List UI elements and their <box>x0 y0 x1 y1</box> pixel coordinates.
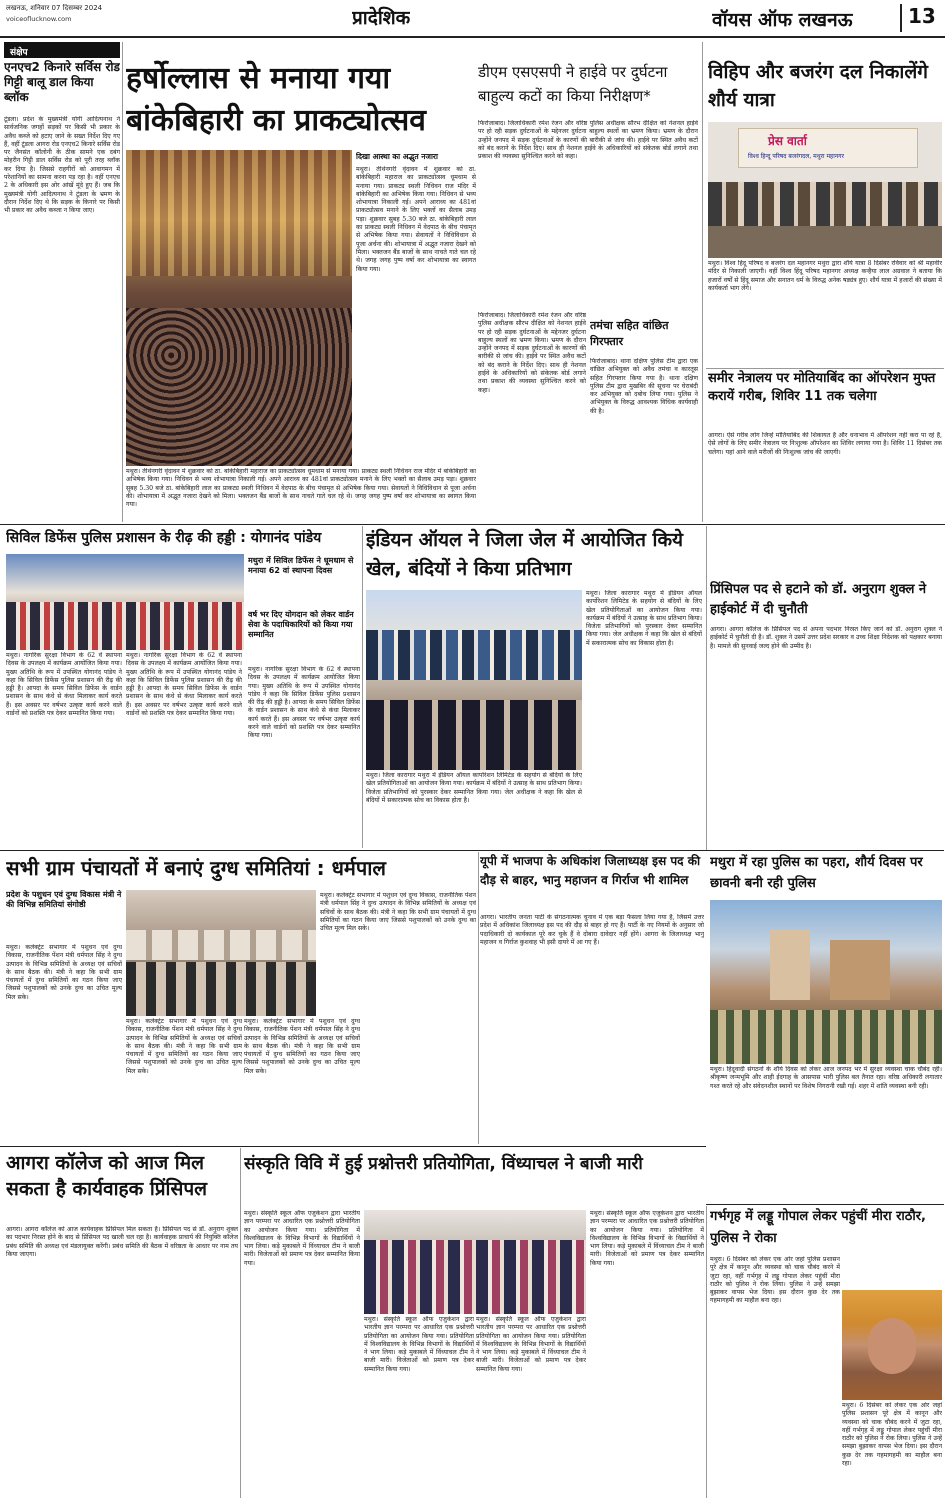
banner-text: प्रेस वार्ता <box>768 134 807 148</box>
jail-sports-photo <box>366 590 582 770</box>
story-body: मथुरा। जिला कारागार मथुरा में इंडियन ऑयल कार्पोरेशन लिमिटेड के सहयोग से बंदियों के लिए खेल प्रतियोगिताओं का आयोजन किया गया। कार्यक्रम में बंदियों ने उत्साह के साथ प्रतिभाग किया। विजेता प्रतिभागियों को पुरस्कार देकर सम्मानित किया गया। जेल अधीक्षक ने कहा कि खेल से बंदियों में सकारात्मक सोच का विकास होता है। <box>366 772 582 804</box>
story-body: मथुरा। विश्व हिंदू परिषद व बजरंग दल महानगर मथुरा द्वारा शौर्य यात्रा 8 दिसंबर रविवार को श्री महावीर मंदिर से निकाली जाएगी। वहीं विश्व हिंदू परिषद महानगर अध्यक्ष कन्हैया लाल अग्रवाल ने बताया कि हजारों वर्षों से हिंदू समाज और सनातन धर्म के विरुद्ध अनेक षड्यंत्र हुए। शौर्य यात्रा में हजारों की संख्या में कार्यकर्ता भाग लेंगे। <box>708 260 942 292</box>
story-body: आगरा। आगरा कॉलेज के प्रिंसिपल पद से अपना पदभार निरस्त किए जाने को डॉ. अनुराग शुक्ल ने हाईकोर्ट में चुनौती दी है। डॉ. शुक्ल ने उसमें उत्तर प्रदेश सरकार व उच्च शिक्षा निदेशक को पक्षकार बनाया है। मामले की सुनवाई जल्द होने की उम्मीद है। <box>710 626 942 650</box>
story-body: फिरोजाबाद। जिलाधिकारी रमेश रंजन और वरिष्ठ पुलिस अधीक्षक सौरभ दीक्षित को नेशनल हाईवे पर हो रही सड़क दुर्घटनाओं के मद्देनजर दुर्घटना बाहुल्य स्थलों का भ्रमण किया। भ्रमण के दौरान उन्होंने जनपद में सड़क दुर्घटनाओं के कारणों की बारीकी से जांच की। हाईवे पर स्थित अवैध कटों को बंद कराने के निर्देश दिए। साथ ही नेशनल हाईवे के अधिकारियों को संकेतक बोर्ड लगाने तथा प्रकाश की व्यवस्था सुनिश्चित करने को कहा। <box>478 120 698 161</box>
story-body-cont: मथुरा। नागरिक सुरक्षा विभाग के 62 वें स्थापना दिवस के उपलक्ष्य में कार्यक्रम आयोजित किया गया। मुख्य अतिथि के रूप में उपस्थित योगानंद पांडेय ने कहा कि सिविल डिफेंस पुलिस प्रशासन की रीढ़ की हड्डी है। आपदा के समय सिविल डिफेंस के वार्डन प्रशासन के साथ कंधे से कंधा मिलाकर कार्य करते हैं। इस अवसर पर वर्षभर उत्कृष्ट कार्य करने वाले वार्डनों को प्रशस्ति पत्र देकर सम्मानित किया गया। <box>126 652 242 718</box>
story-body: आगरा। भारतीय जनता पार्टी के संगठनात्मक चुनाव में एक बड़ा फैसला लिया गया है, जिसमें उत्तर प्रदेश में अधिकांश जिलाध्यक्ष इस पद की दौड़ से बाहर हो गए हैं। पार्टी के नए नियमों के अनुसार जो पदाधिकारी दो कार्यकाल पूरे कर चुके हैं वे दोबारा दावेदार नहीं होंगे। आगरा के जिलाध्यक्ष भानु महाजन व गिर्राज कुशवाह भी इसी दायरे में आ गए हैं। <box>480 914 704 946</box>
story-kicker: दिखा आस्था का अद्भुत नजारा <box>356 152 438 161</box>
story-subhead: प्रदेश के पशुधन एवं दुग्ध विकास मंत्री ने की विभिन्न समितियां संगोष्ठी <box>6 890 122 909</box>
press-conference-photo <box>708 122 942 258</box>
story-body: मथुरा। तीर्थनगरी वृंदावन में शुक्रवार को ठा. बांकेबिहारी महाराज का प्राकट्योत्सव धूमधाम से मनाया गया। प्राकट्य स्थली निधिवन राज मंदिर में बांकेबिहारी का अभिषेक किया गया। निधिवन से भव्य शोभायात्रा निकाली गई। अपने आराध्य का 481वां प्राकट्योत्सव मनाने के लिए भक्तों का सैलाब उमड़ पड़ा। शुक्रवार सुबह 5.30 बजे ठा. बांकेबिहारी लाल का प्राकट्य स्थली निधिवन में वेदपाठ के बीच पंचामृत से अभिषेक किया गया। सेवायतों ने विधिविधान से पूजा अर्चना की। शोभायात्रा में अद्भुत नजारा देखने को मिला। भक्तजन बैंड बाजों के साथ नाचते गाते चल रहे थे। जगह जगह पुष्प वर्षा कर शोभायात्रा का स्वागत किया गया। <box>356 166 476 273</box>
story-headline: आगरा कॉलेज को आज मिल सकता है कार्यवाहक प्रिंसिपल <box>6 1152 207 1200</box>
masthead: वॉयस ऑफ लखनऊ <box>712 9 853 31</box>
story-body-cont: फिरोजाबाद। जिलाधिकारी रमेश रंजन और वरिष्ठ पुलिस अधीक्षक सौरभ दीक्षित को नेशनल हाईवे पर हो रही सड़क दुर्घटनाओं के मद्देनजर दुर्घटना बाहुल्य स्थलों का भ्रमण किया। भ्रमण के दौरान उन्होंने जनपद में सड़क दुर्घटनाओं के कारणों की बारीकी से जांच की। हाईवे पर स्थित अवैध कटों को बंद कराने के निर्देश दिए। साथ ही नेशनल हाईवे के अधिकारियों को संकेतक बोर्ड लगाने तथा प्रकाश की व्यवस्था सुनिश्चित करने को कहा। <box>478 312 586 394</box>
story-headline: डीएम एसएसपी ने हाईवे पर दुर्घटना बाहुल्य कटों का किया निरीक्षण* <box>478 63 668 105</box>
story-headline: समीर नेत्रालय पर मोतियाबिंद का ऑपरेशन मुफ्त करायें गरीब, शिविर 11 तक चलेगा <box>708 371 936 404</box>
story-subhead: वर्ष भर दिए योगदान को लेकर वार्डन सेवा के पदाधिकारियों को किया गया सम्मानित <box>248 610 354 639</box>
meeting-photo <box>126 890 316 1016</box>
brief-label: संक्षेप <box>4 42 120 58</box>
brief-headline: एनएच2 किनारे सर्विस रोड गिट्टी बालू डाल किया ब्लॉक <box>4 60 120 104</box>
section-label: प्रादेशिक <box>352 7 411 29</box>
header-date: लखनऊ, शनिवार 07 दिसम्बर 2024 <box>6 4 103 12</box>
woman-portrait-photo <box>842 1290 942 1400</box>
story-body-cont: मथुरा। कलेक्ट्रेट सभागार में पशुधन एवं दुग्ध विकास, राजनीतिक पेंशन मंत्री धर्मपाल सिंह ने दुग्ध उत्पादन के विभिन्न समितियों के अध्यक्ष एवं सचिवों के साथ बैठक की। मंत्री ने कहा कि सभी ग्राम पंचायतों में दुग्ध समितियों का गठन किया जाए जिससे पशुपालकों को उनके दुग्ध का उचित मूल्य मिल सके। <box>126 1018 242 1075</box>
story-headline: सिविल डिफेंस पुलिस प्रशासन के रीढ़ की हड्डी : योगानंद पांडेय <box>6 530 322 546</box>
temple-crowd-photo <box>126 150 352 466</box>
story-headline: संस्कृति विवि में हुई प्रश्नोत्तरी प्रतियोगिता, विंध्याचल ने बाजी मारी <box>244 1154 643 1174</box>
banner-subtext: विश्व हिन्दू परिषद बजरंगदल, मथुरा महानगर <box>748 153 844 160</box>
page-header <box>0 0 945 40</box>
police-patrol-photo <box>710 900 942 1064</box>
story-body-cont: मथुरा। संस्कृति स्कूल ऑफ एजुकेशन द्वारा भारतीय ज्ञान परम्परा पर आधारित एक प्रश्नोत्तरी प्रतियोगिता का आयोजन किया गया। प्रतियोगिता में विश्वविद्यालय के विभिन्न विभागों के विद्यार्थियों ने भाग लिया। कड़े मुकाबले में विंध्याचल टीम ने बाजी मारी। विजेताओं को प्रमाण पत्र देकर सम्मानित किया गया। <box>364 1316 474 1373</box>
story-headline: इंडियन ऑयल ने जिला जेल में आयोजित किये खेल, बंदियों ने किया प्रतिभाग <box>366 529 684 580</box>
story-body: मथुरा। संस्कृति स्कूल ऑफ एजुकेशन द्वारा भारतीय ज्ञान परम्परा पर आधारित एक प्रश्नोत्तरी प्रतियोगिता का आयोजन किया गया। प्रतियोगिता में विश्वविद्यालय के विभिन्न विभागों के विद्यार्थियों ने भाग लिया। कड़े मुकाबले में विंध्याचल टीम ने बाजी मारी। विजेताओं को प्रमाण पत्र देकर सम्मानित किया गया। <box>244 1210 360 1267</box>
story-headline: सभी ग्राम पंचायतों में बनाएं दुग्ध समितियां : धर्मपाल <box>6 856 386 880</box>
story-body: आगरा। आगरा कॉलेज को आज कार्यवाहक प्रिंसिपल मिल सकता है। प्रिंसिपल पद से डॉ. अनुराग शुक्ल का पदभार निरस्त होने के बाद से प्रिंसिपल पद खाली चल रहा है। कार्यवाहक प्राचार्य की नियुक्ति कॉलेज प्रबंध समिति की अध्यक्ष एवं मंडलायुक्त करेंगी। प्रबंध समिति की बैठक में वरिष्ठता के आधार पर नाम तय किया जाएगा। <box>6 1226 238 1258</box>
story-body: मथुरा। 6 दिसंबर को लेकर एक ओर जहां पुलिस प्रशासन पूरे क्षेत्र में कानून और व्यवस्था को चाक चौबंद करने में जुटा रहा, वहीं गर्भगृह में लड्डू गोपाल लेकर पहुंचीं मीरा राठौर को पुलिस ने रोक लिया। पुलिस ने उन्हें समझा बुझाकर वापस भेज दिया। इस दौरान कुछ देर तक गहमागहमी का माहौल बना रहा। <box>710 1256 840 1305</box>
header-site[interactable]: voiceoflucknow.com <box>6 15 72 23</box>
story-headline: विहिप और बजरंग दल निकालेंगे शौर्य यात्रा <box>708 61 928 111</box>
story-body: मथुरा। नागरिक सुरक्षा विभाग के 62 वें स्थापना दिवस के उपलक्ष्य में कार्यक्रम आयोजित किया गया। मुख्य अतिथि के रूप में उपस्थित योगानंद पांडेय ने कहा कि सिविल डिफेंस पुलिस प्रशासन की रीढ़ की हड्डी है। आपदा के समय सिविल डिफेंस के वार्डन प्रशासन के साथ कंधे से कंधा मिलाकर कार्य करते हैं। इस अवसर पर वर्षभर उत्कृष्ट कार्य करने वाले वार्डनों को प्रशस्ति पत्र देकर सम्मानित किया गया। <box>6 652 122 718</box>
quiz-winners-photo <box>364 1210 586 1314</box>
story-body-cont: मथुरा। जिला कारागार मथुरा में इंडियन ऑयल कार्पोरेशन लिमिटेड के सहयोग से बंदियों के लिए खेल प्रतियोगिताओं का आयोजन किया गया। कार्यक्रम में बंदियों ने उत्साह के साथ प्रतिभाग किया। विजेता प्रतिभागियों को पुरस्कार देकर सम्मानित किया गया। जेल अधीक्षक ने कहा कि खेल से बंदियों में सकारात्मक सोच का विकास होता है। <box>586 590 702 647</box>
story-headline: प्रिंसिपल पद से हटाने को डॉ. अनुराग शुक्ल ने हाईकोर्ट में दी चुनौती <box>710 582 927 617</box>
story-body-cont <box>126 468 476 522</box>
page-number: 13 <box>908 4 936 28</box>
story-body-cont: मथुरा। संस्कृति स्कूल ऑफ एजुकेशन द्वारा भारतीय ज्ञान परम्परा पर आधारित एक प्रश्नोत्तरी प्रतियोगिता का आयोजन किया गया। प्रतियोगिता में विश्वविद्यालय के विभिन्न विभागों के विद्यार्थियों ने भाग लिया। कड़े मुकाबले में विंध्याचल टीम ने बाजी मारी। विजेताओं को प्रमाण पत्र देकर सम्मानित किया गया। <box>590 1210 704 1267</box>
story-headline: हर्षोल्लास से मनाया गया बांकेबिहारी का प्राकट्योत्सव <box>126 61 426 138</box>
story-body: मथुरा। कलेक्ट्रेट सभागार में पशुधन एवं दुग्ध विकास, राजनीतिक पेंशन मंत्री धर्मपाल सिंह ने दुग्ध उत्पादन के विभिन्न समितियों के अध्यक्ष एवं सचिवों के साथ बैठक की। मंत्री ने कहा कि सभी ग्राम पंचायतों में दुग्ध समितियों का गठन किया जाए जिससे पशुपालकों को उनके दुग्ध का उचित मूल्य मिल सके। <box>6 944 122 1001</box>
story-body-cont: मथुरा। 6 दिसंबर को लेकर एक ओर जहां पुलिस प्रशासन पूरे क्षेत्र में कानून और व्यवस्था को चाक चौबंद करने में जुटा रहा, वहीं गर्भगृह में लड्डू गोपाल लेकर पहुंचीं मीरा राठौर को पुलिस ने रोक लिया। पुलिस ने उन्हें समझा बुझाकर वापस भेज दिया। इस दौरान कुछ देर तक गहमागहमी का माहौल बना रहा। <box>842 1402 942 1468</box>
story-headline: मथुरा में रहा पुलिस का पहरा, शौर्य दिवस पर छावनी बनी रही पुलिस <box>710 855 923 891</box>
story-subhead: मथुरा में सिविल डिफेंस ने धूमधाम से मनाया 62 वां स्थापना दिवस <box>248 556 354 575</box>
story-headline: तमंचा सहित वांछित गिरफ्तार <box>590 319 669 348</box>
story-body-cont: मथुरा। नागरिक सुरक्षा विभाग के 62 वें स्थापना दिवस के उपलक्ष्य में कार्यक्रम आयोजित किया गया। मुख्य अतिथि के रूप में उपस्थित योगानंद पांडेय ने कहा कि सिविल डिफेंस पुलिस प्रशासन की रीढ़ की हड्डी है। आपदा के समय सिविल डिफेंस के वार्डन प्रशासन के साथ कंधे से कंधा मिलाकर कार्य करते हैं। इस अवसर पर वर्षभर उत्कृष्ट कार्य करने वाले वार्डनों को प्रशस्ति पत्र देकर सम्मानित किया गया। <box>248 666 360 740</box>
story-body: मथुरा। हिंदूवादी संगठनों के शौर्य दिवस को लेकर आज जनपद भर में सुरक्षा व्यवस्था चाक चौबंद रही। श्रीकृष्ण जन्मभूमि और शाही ईदगाह के आसपास भारी पुलिस बल तैनात रहा। वरिष्ठ अधिकारी लगातार गश्त करते रहे और संवेदनशील स्थानों पर विशेष निगरानी रखी गई। शहर में शांति व्यवस्था बनी रही। <box>710 1066 942 1090</box>
story-headline: गर्भगृह में लड्डू गोपाल लेकर पहुंचीं मीरा राठौर, पुलिस ने रोका <box>710 1209 926 1246</box>
story-body-continued: मथुरा। तीर्थनगरी वृंदावन में शुक्रवार को ठा. बांकेबिहारी महाराज का प्राकट्योत्सव धूमधाम से मनाया गया। प्राकट्य स्थली निधिवन राज मंदिर में बांकेबिहारी का अभिषेक किया गया। निधिवन से भव्य शोभायात्रा निकाली गई। अपने आराध्य का 481वां प्राकट्योत्सव मनाने के लिए भक्तों का सैलाब उमड़ पड़ा। शुक्रवार सुबह 5.30 बजे ठा. बांकेबिहारी लाल का प्राकट्य स्थली निधिवन में वेदपाठ के बीच पंचामृत से अभिषेक किया गया। सेवायतों ने विधिविधान से पूजा अर्चना की। शोभायात्रा में अद्भुत नजारा देखने को मिला। भक्तजन बैंड बाजों के साथ नाचते गाते चल रहे थे। जगह जगह पुष्प वर्षा कर शोभायात्रा का स्वागत किया गया। <box>126 468 476 509</box>
story-body: फिरोजाबाद। थाना दक्षिण पुलिस टीम द्वारा एक वांछित अभियुक्त को अवैध तमंचा व कारतूस सहित गिरफ्तार किया गया है। थाना दक्षिण पुलिस टीम द्वारा मुखबिर की सूचना पर घेराबंदी कर अभियुक्त को दबोच लिया गया। पुलिस ने अभियुक्त के विरुद्ध आवश्यक विधिक कार्यवाही की है। <box>590 358 698 415</box>
story-body-cont: मथुरा। कलेक्ट्रेट सभागार में पशुधन एवं दुग्ध विकास, राजनीतिक पेंशन मंत्री धर्मपाल सिंह ने दुग्ध उत्पादन के विभिन्न समितियों के अध्यक्ष एवं सचिवों के साथ बैठक की। मंत्री ने कहा कि सभी ग्राम पंचायतों में दुग्ध समितियों का गठन किया जाए जिससे पशुपालकों को उनके दुग्ध का उचित मूल्य मिल सके। <box>244 1018 360 1075</box>
story-body-cont: मथुरा। कलेक्ट्रेट सभागार में पशुधन एवं दुग्ध विकास, राजनीतिक पेंशन मंत्री धर्मपाल सिंह ने दुग्ध उत्पादन के विभिन्न समितियों के अध्यक्ष एवं सचिवों के साथ बैठक की। मंत्री ने कहा कि सभी ग्राम पंचायतों में दुग्ध समितियों का गठन किया जाए जिससे पशुपालकों को उनके दुग्ध का उचित मूल्य मिल सके। <box>320 892 476 933</box>
brief-body: टूंडला। प्रदेश के मुख्यमंत्री योगी आदित्यनाथ ने सार्वजनिक जगहों सड़कों पर किसी भी प्रकार के अवैध कब्जे को हटाए जाने के सख्त निर्देश दिए गए हैं, वहीं टूंडला आगरा रोड एनएच2 किनारे सर्विस रोड पर जैनसंत कॉलोनी के ठीक सामने एक दबंग मोहरीन गिट्टी डाल सर्विस रोड को पूरी तरह ब्लॉक कर दिया है। जिससे राहगीरों को आवागमन में परेशानियों का सामना करना पड़ रहा है। वहीं एनएच 2 के अधिकारी इस ओर आंखें मूंदे हुए हैं। जब कि मुख्यमंत्री योगी आदित्यनाथ ने टूंडला के भ्रमण के दौरान निर्देश दिए थे कि सड़क के किनारे पर किसी भी प्रकार का अवैध कब्जा न किया जाए। <box>4 116 120 215</box>
story-headline: यूपी में भाजपा के अधिकांश जिलाध्यक्ष इस पद की दौड़ से बाहर, भानु महाजन व गिर्राज भी शामिल <box>480 854 701 887</box>
civil-defence-event-photo <box>6 554 244 650</box>
story-body-cont: मथुरा। संस्कृति स्कूल ऑफ एजुकेशन द्वारा भारतीय ज्ञान परम्परा पर आधारित एक प्रश्नोत्तरी प्रतियोगिता का आयोजन किया गया। प्रतियोगिता में विश्वविद्यालय के विभिन्न विभागों के विद्यार्थियों ने भाग लिया। कड़े मुकाबले में विंध्याचल टीम ने बाजी मारी। विजेताओं को प्रमाण पत्र देकर सम्मानित किया गया। <box>476 1316 586 1373</box>
story-body: आगरा। ऐसे गरीब लोग जिन्हें मोतियाबिंद की शिकायत है और धनाभाव में ऑपरेशन नहीं करा पा रहे हैं, ऐसे लोगों के लिए समीर नेत्रालय पर निःशुल्क ऑपरेशन का शिविर लगाया गया है। शिविर 11 दिसंबर तक चलेगा। यहां आने वाले मरीजों की निःशुल्क जांच की जाएगी। <box>708 432 942 456</box>
